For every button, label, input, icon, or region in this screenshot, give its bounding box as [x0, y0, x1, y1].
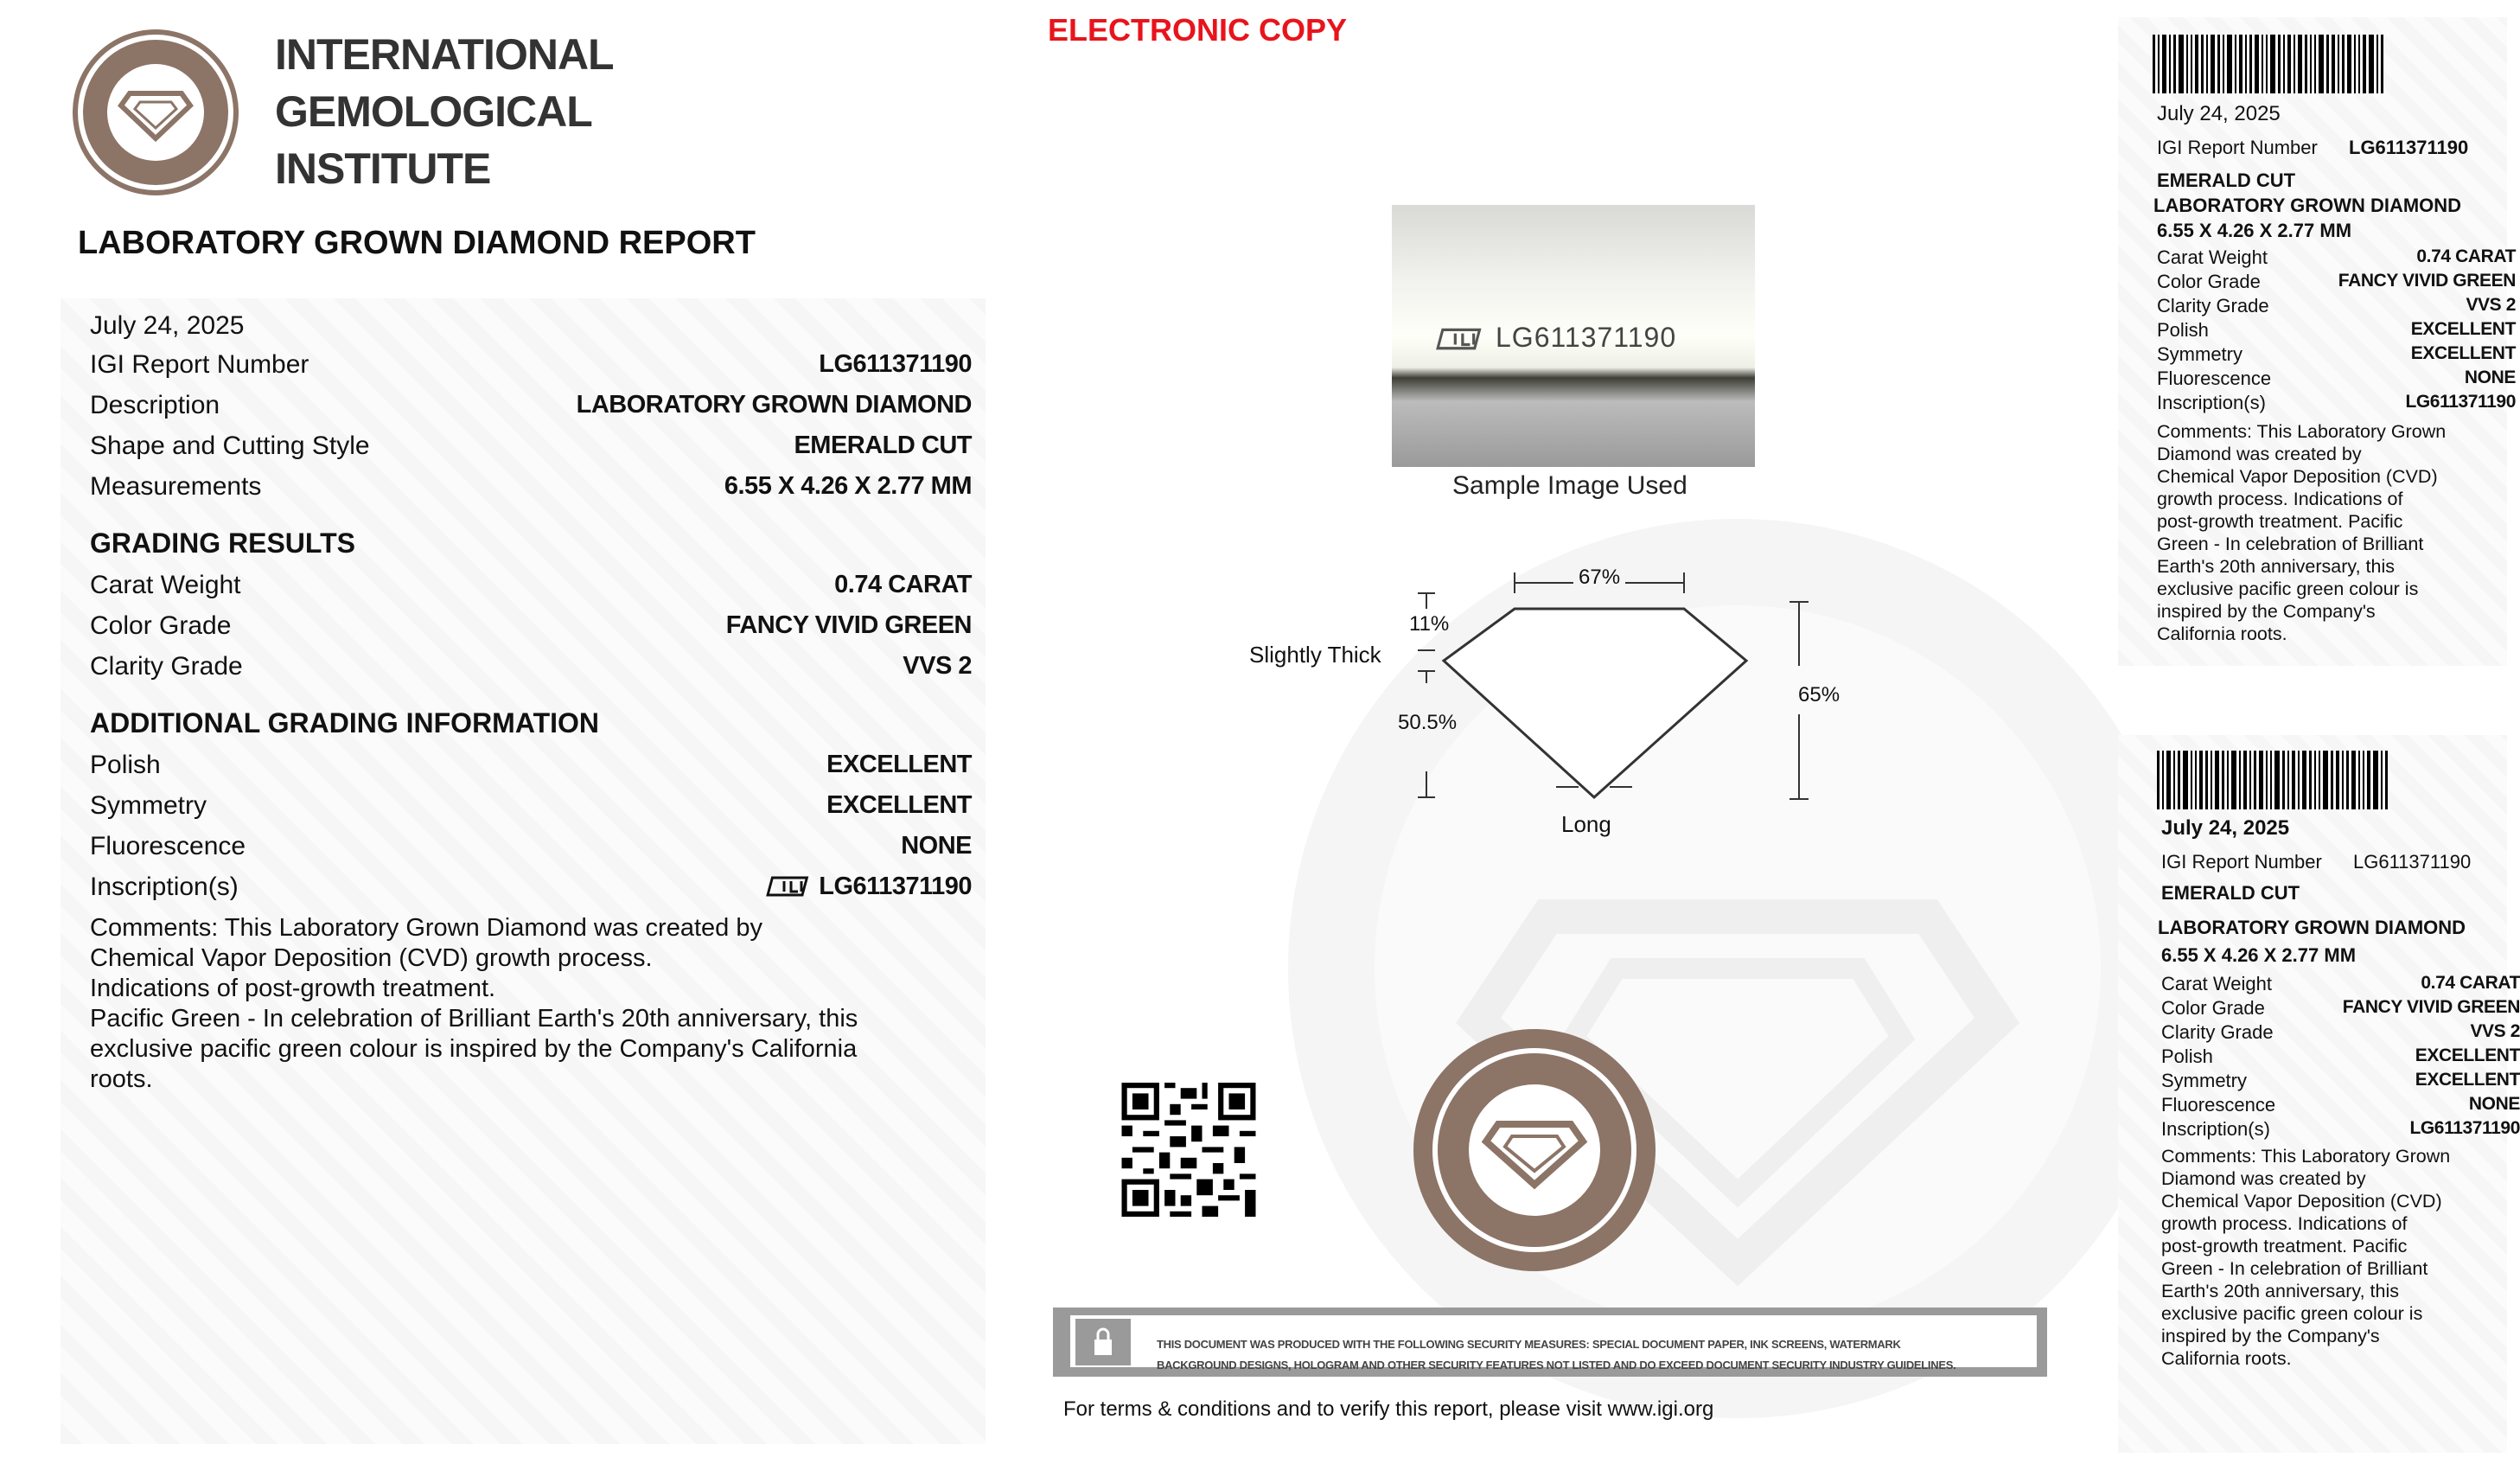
- slip-row-value: 0.74 CARAT: [2421, 973, 2520, 993]
- slip-description: LABORATORY GROWN DIAMOND: [2153, 195, 2462, 216]
- slip-row-label: Fluorescence: [2157, 368, 2272, 389]
- slip-content: [2153, 17, 2516, 666]
- slip-row-value: FANCY VIVID GREEN: [2338, 271, 2516, 291]
- report-slip: [2118, 17, 2516, 666]
- sample-image-caption: Sample Image Used: [1452, 471, 1687, 500]
- field-label: Shape and Cutting Style: [90, 432, 370, 460]
- slip-comment-line: Diamond was created by: [2157, 444, 2362, 464]
- slip-report-number: LG611371190: [2349, 137, 2469, 158]
- sample-inscription-text: LG611371190: [1496, 322, 1677, 353]
- additional-row: [90, 832, 972, 866]
- slip-measurements: 6.55 X 4.26 X 2.77 MM: [2157, 220, 2352, 241]
- slip-comment-line: Comments: This Laboratory Grown: [2157, 421, 2447, 442]
- lock-icon: [1075, 1319, 1131, 1365]
- comment-line: Chemical Vapor Deposition (CVD) growth process.: [90, 944, 653, 972]
- slip-row: [2161, 1118, 2520, 1142]
- additional-value: NONE: [901, 832, 972, 860]
- org-name: [275, 26, 614, 197]
- field-label: IGI Report Number: [90, 350, 309, 379]
- additional-label: Inscription(s): [90, 873, 239, 901]
- additional-label: Polish: [90, 751, 161, 779]
- slip-report-number: LG611371190: [2353, 851, 2472, 873]
- depth-percent: 65%: [1798, 683, 1841, 707]
- slip-row-label: Clarity Grade: [2161, 1021, 2274, 1043]
- slip-comment-line: Comments: This Laboratory Grown: [2161, 1146, 2451, 1167]
- field-row: [90, 472, 972, 507]
- slip-row-value: FANCY VIVID GREEN: [2342, 997, 2520, 1017]
- slip-comment-line: inspired by the Company's: [2161, 1326, 2380, 1346]
- field-row: [90, 432, 972, 466]
- qr-code[interactable]: [1120, 1083, 1258, 1217]
- slip-comment-line: Earth's 20th anniversary, this: [2157, 556, 2395, 577]
- additional-row: [90, 791, 972, 826]
- slip-comment-line: Earth's 20th anniversary, this: [2161, 1281, 2399, 1301]
- slip-description: LABORATORY GROWN DIAMOND: [2158, 917, 2466, 938]
- comment-line: Indications of post-growth treatment.: [90, 975, 496, 1002]
- grading-row: [90, 611, 972, 646]
- slip-comment-line: growth process. Indications of: [2161, 1213, 2408, 1234]
- report-panel-background: [61, 298, 986, 1444]
- slip-row: [2157, 319, 2516, 343]
- grading-value: 0.74 CARAT: [834, 571, 972, 598]
- inscription-text: LG611371190: [819, 873, 972, 900]
- girdle-label: Slightly Thick: [1249, 642, 1381, 668]
- slip-row-label: Inscription(s): [2157, 392, 2266, 413]
- additional-value: [772, 873, 972, 901]
- slip-row-label: Polish: [2161, 1045, 2213, 1067]
- slip-row-value: EXCELLENT: [2410, 343, 2516, 363]
- slip-comment-line: Diamond was created by: [2161, 1168, 2366, 1189]
- slip-row: [2157, 271, 2516, 295]
- culet-label: Long: [1561, 811, 1611, 837]
- field-value: 6.55 X 4.26 X 2.77 MM: [724, 472, 972, 500]
- proportions-diagram: [1409, 553, 1841, 813]
- slip-row: [2157, 295, 2516, 319]
- slip-row-label: Inscription(s): [2161, 1118, 2270, 1140]
- security-notice-box: [1053, 1308, 2047, 1377]
- slip-row: [2161, 1045, 2520, 1070]
- slip-date: July 24, 2025: [2161, 816, 2290, 840]
- slip-comment-line: inspired by the Company's: [2157, 601, 2376, 622]
- slip-row: [2161, 973, 2520, 997]
- slip-row-label: Color Grade: [2161, 997, 2265, 1019]
- qr-code-pattern: [1120, 1083, 1258, 1217]
- slip-row-label: Fluorescence: [2161, 1094, 2276, 1116]
- additional-row: [90, 873, 972, 907]
- slip-comment-line: Chemical Vapor Deposition (CVD): [2161, 1191, 2442, 1212]
- slip-comment-line: exclusive pacific green colour is: [2161, 1303, 2423, 1324]
- slip-row: [2157, 392, 2516, 416]
- grading-results-heading: GRADING RESULTS: [90, 528, 355, 559]
- additional-value: EXCELLENT: [826, 791, 972, 819]
- slip-comment-line: post-growth treatment. Pacific: [2157, 511, 2403, 532]
- slip-row: [2161, 1094, 2520, 1118]
- field-value: LABORATORY GROWN DIAMOND: [576, 391, 972, 419]
- igi-mark-icon: [1442, 324, 1487, 352]
- slip-comment-line: Chemical Vapor Deposition (CVD): [2157, 466, 2438, 487]
- slip-comment-line: Green - In celebration of Brilliant: [2161, 1258, 2428, 1279]
- org-name-line2: GEMOLOGICAL: [275, 87, 592, 136]
- security-line: BACKGROUND DESIGNS, HOLOGRAM AND OTHER SECURITY FEATURES NOT LISTED AND DO EXCEED DOCUMENT SECURITY INDUSTRY GUIDELINES.: [1157, 1359, 1956, 1372]
- igi-mark-icon: [772, 873, 813, 898]
- org-name-line3: INSTITUTE: [275, 144, 491, 193]
- slip-comments: [2157, 420, 2507, 645]
- field-row: [90, 350, 972, 385]
- slip-row: [2157, 368, 2516, 392]
- org-name-line1: INTERNATIONAL: [275, 30, 614, 79]
- grading-label: Carat Weight: [90, 571, 241, 599]
- slip-row: [2161, 1070, 2520, 1094]
- report-title: LABORATORY GROWN DIAMOND REPORT: [78, 225, 756, 261]
- slip-row-label: Symmetry: [2157, 343, 2242, 365]
- field-value: EMERALD CUT: [794, 432, 972, 459]
- slip-report-label: IGI Report Number: [2161, 851, 2322, 873]
- slip-row: [2157, 343, 2516, 368]
- slip-row-value: 0.74 CARAT: [2416, 246, 2516, 266]
- slip-row-value: EXCELLENT: [2410, 319, 2516, 339]
- security-notice-inner: [1070, 1315, 2037, 1372]
- slip-comment-line: post-growth treatment. Pacific: [2161, 1236, 2408, 1256]
- slip-row: [2161, 1021, 2520, 1045]
- diamond-outline: [1444, 609, 1746, 797]
- additional-grading-heading: ADDITIONAL GRADING INFORMATION: [90, 707, 599, 738]
- igi-seal-logo: [61, 26, 251, 199]
- comment-line: exclusive pacific green colour is inspired by the Company's California: [90, 1035, 858, 1063]
- slip-row-label: Clarity Grade: [2157, 295, 2269, 316]
- verify-notice: For terms & conditions and to verify this report, please visit www.igi.org: [1063, 1397, 1714, 1421]
- table-percent: 67%: [1579, 566, 1621, 589]
- slip-comment-line: California roots.: [2157, 623, 2287, 644]
- additional-row: [90, 751, 972, 785]
- igi-official-seal: [1409, 1025, 1660, 1276]
- slip-comments: [2161, 1145, 2511, 1370]
- grading-value: VVS 2: [903, 652, 972, 680]
- slip-date: July 24, 2025: [2157, 102, 2281, 125]
- comment-line: roots.: [90, 1065, 153, 1093]
- slip-row-value: LG611371190: [2409, 1118, 2520, 1138]
- security-line: THIS DOCUMENT WAS PRODUCED WITH THE FOLLOWING SECURITY MEASURES: SPECIAL DOCUMENT PAPER, INK SCREENS, WATERMARK: [1157, 1338, 1901, 1351]
- slip-row-value: NONE: [2468, 1094, 2520, 1114]
- additional-value: EXCELLENT: [826, 751, 972, 778]
- slip-content: [2158, 735, 2520, 1453]
- slip-row-label: Carat Weight: [2161, 973, 2272, 994]
- report-date: July 24, 2025: [90, 311, 245, 340]
- grading-value: FANCY VIVID GREEN: [725, 611, 972, 639]
- slip-row-value: VVS 2: [2466, 295, 2516, 315]
- field-label: Description: [90, 391, 220, 419]
- slip-comment-line: exclusive pacific green colour is: [2157, 579, 2419, 599]
- slip-shape: EMERALD CUT: [2161, 882, 2300, 904]
- crown-percent: 11%: [1409, 612, 1450, 636]
- pavilion-percent: 50.5%: [1398, 711, 1458, 734]
- comment-line: Comments: This Laboratory Grown Diamond was created by: [90, 914, 762, 942]
- slip-row: [2157, 246, 2516, 271]
- grading-row: [90, 652, 972, 687]
- additional-label: Fluorescence: [90, 832, 246, 860]
- slip-row: [2161, 997, 2520, 1021]
- slip-shape: EMERALD CUT: [2157, 169, 2296, 191]
- slip-row-value: NONE: [2464, 368, 2516, 387]
- slip-row-value: VVS 2: [2470, 1021, 2520, 1041]
- slip-row-label: Carat Weight: [2157, 246, 2268, 268]
- slip-report-label: IGI Report Number: [2157, 137, 2318, 158]
- field-label: Measurements: [90, 472, 262, 501]
- grading-label: Color Grade: [90, 611, 232, 640]
- grading-row: [90, 571, 972, 605]
- slip-row-value: EXCELLENT: [2415, 1045, 2520, 1065]
- slip-comment-line: Green - In celebration of Brilliant: [2157, 534, 2424, 554]
- slip-comment-line: growth process. Indications of: [2157, 489, 2403, 509]
- slip-row-label: Color Grade: [2157, 271, 2261, 292]
- slip-row-value: LG611371190: [2405, 392, 2516, 412]
- slip-row-label: Polish: [2157, 319, 2209, 341]
- comment-line: Pacific Green - In celebration of Brilliant Earth's 20th anniversary, this: [90, 1005, 858, 1033]
- electronic-copy-label: ELECTRONIC COPY: [1048, 12, 1348, 48]
- sample-inscription: [1442, 322, 1676, 354]
- report-comments: [90, 913, 980, 1095]
- field-value: LG611371190: [819, 350, 972, 378]
- grading-label: Clarity Grade: [90, 652, 243, 681]
- field-row: [90, 391, 972, 425]
- report-slip: [2118, 735, 2520, 1453]
- sample-inscription-image: [1392, 205, 1755, 467]
- slip-measurements: 6.55 X 4.26 X 2.77 MM: [2161, 944, 2357, 966]
- slip-comment-line: California roots.: [2161, 1348, 2292, 1369]
- security-notice-text: [1157, 1334, 1955, 1376]
- additional-label: Symmetry: [90, 791, 207, 820]
- slip-row-value: EXCELLENT: [2415, 1070, 2520, 1090]
- slip-row-label: Symmetry: [2161, 1070, 2247, 1091]
